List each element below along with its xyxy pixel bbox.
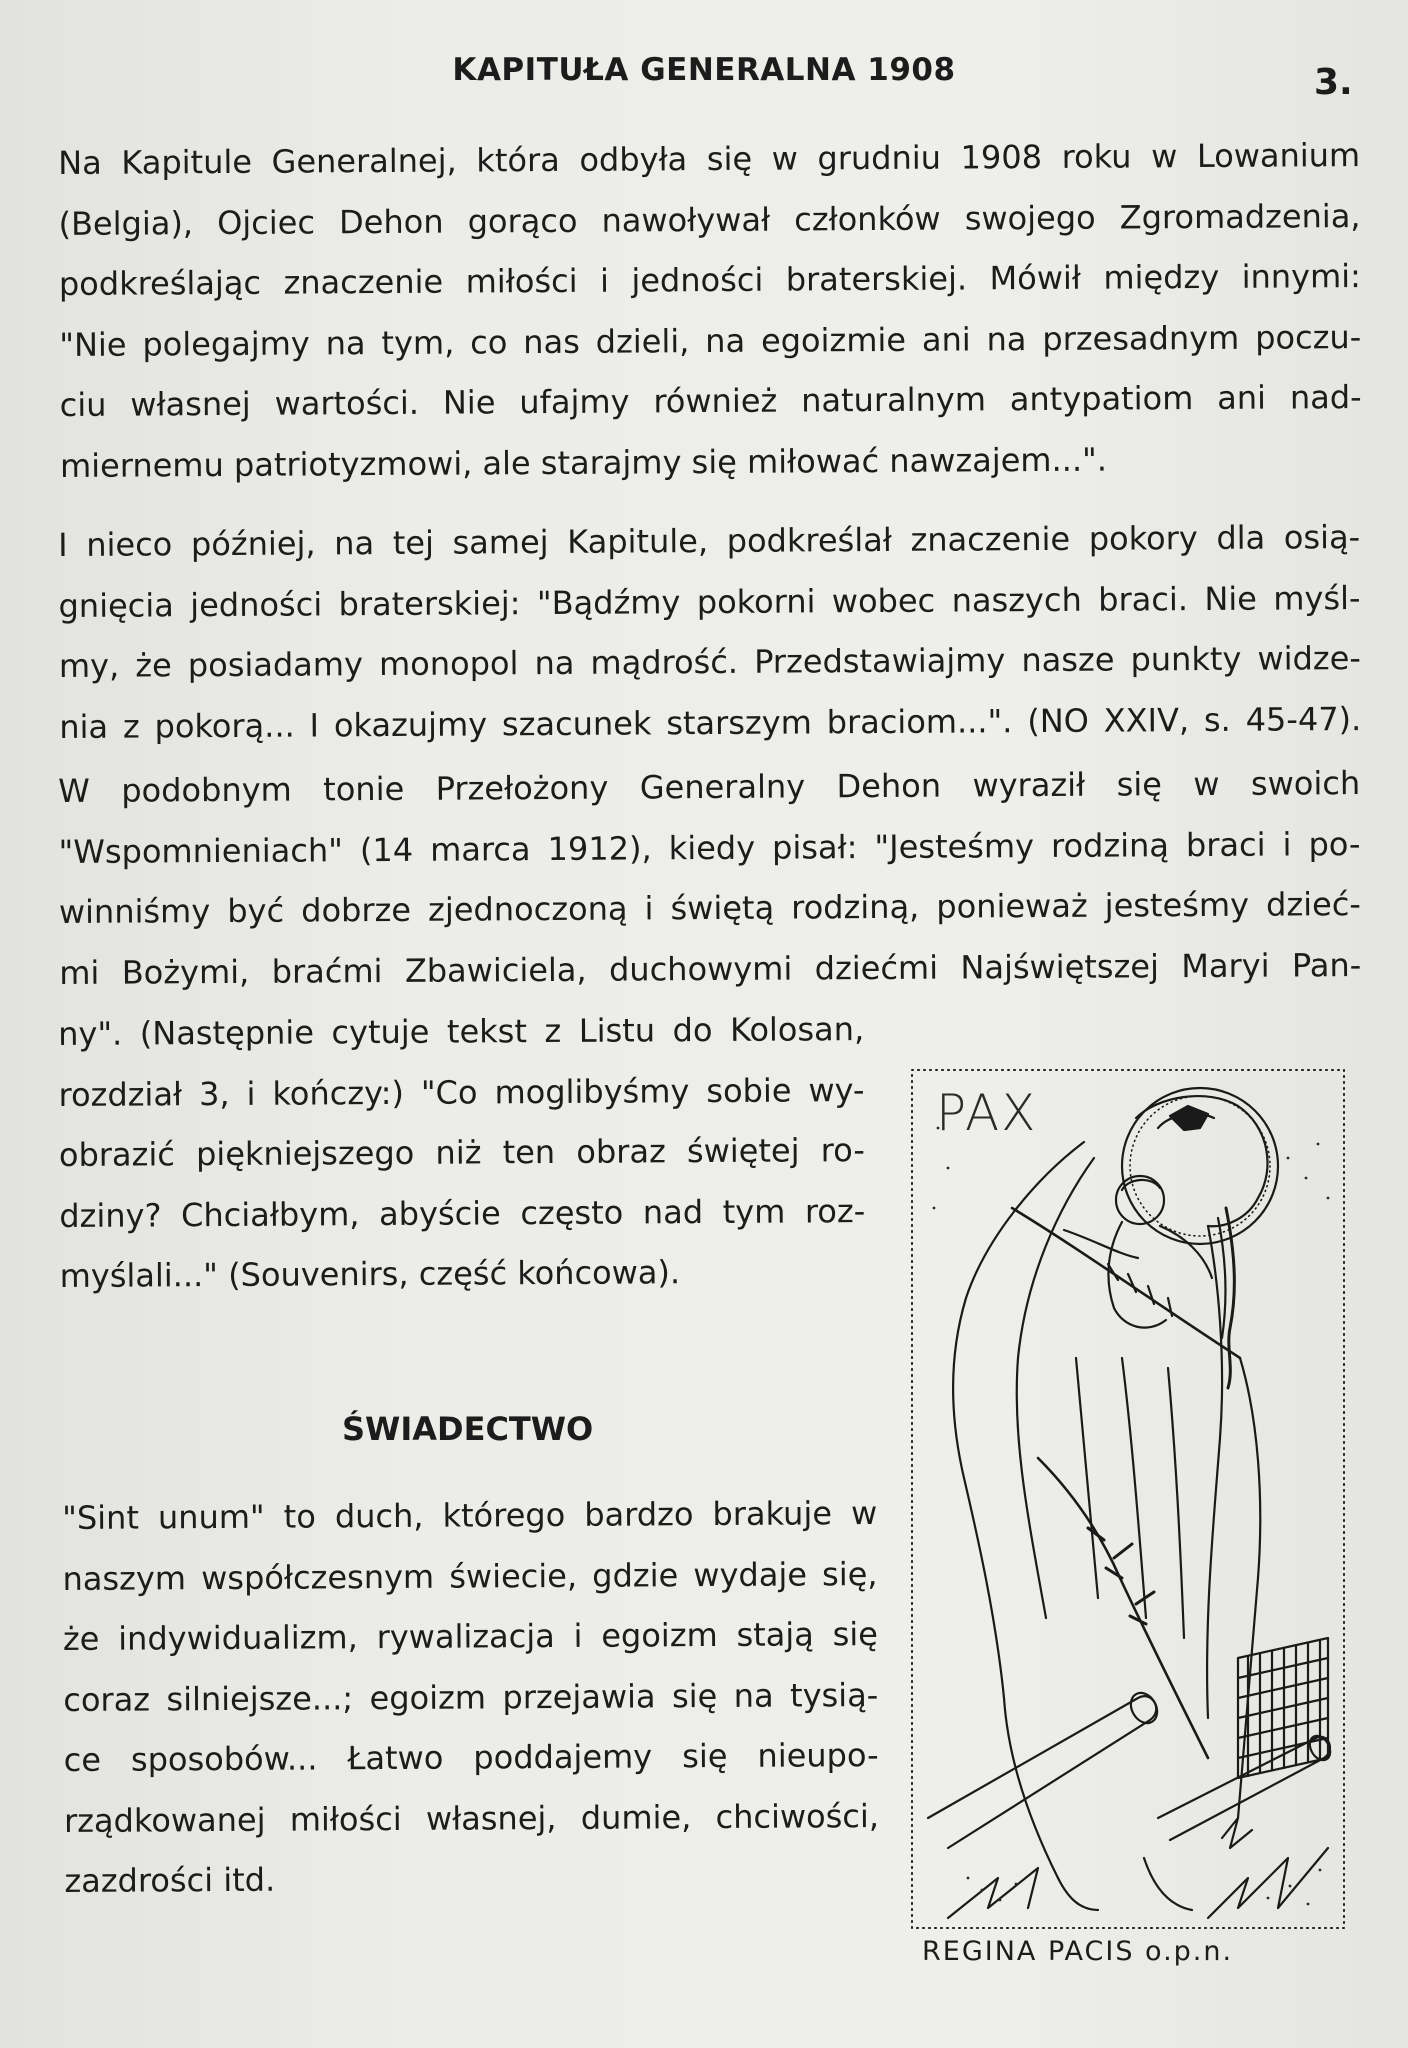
text-line: mi Bożymi, braćmi Zbawiciela, duchowymi dziećmi Najświętszej Maryi Pan-	[59, 945, 1362, 992]
madonna-illustration	[908, 1058, 1356, 1936]
text-line: Na Kapitule Generalnej, która odbyła się w grudniu 1908 roku w Lowanium	[58, 136, 1361, 182]
text-line: zazdrości itd.	[64, 1860, 276, 1900]
text-line: miernemu patriotyzmowi, ale starajmy się miłować nawzajem...".	[59, 440, 1108, 485]
paragraph-pokora	[58, 507, 1361, 757]
paragraph-wspomnienia	[58, 753, 1361, 1003]
text-line: gnięcia jedności braterskiej: "Bądźmy pokorni wobec naszych braci. Nie myśl-	[58, 578, 1361, 625]
text-line: "Wspomnieniach" (14 marca 1912), kiedy pisał: "Jesteśmy rodziną braci i po-	[58, 824, 1361, 871]
text-line: rządkowanej miłości własnej, dumie, chciwości,	[63, 1796, 880, 1840]
text-line: myślali..." (Souvenirs, część końcowa).	[59, 1253, 681, 1295]
text-line: nia z pokorą... I okazujmy szacunek starszym braciom...". (NO XXIV, s. 45-47).	[59, 699, 1362, 746]
text-line: my, że posiadamy monopol na mądrość. Przedstawiajmy nasze punkty widze-	[58, 639, 1362, 685]
text-line: naszym współczesnym świecie, gdzie wydaje się,	[62, 1554, 878, 1598]
text-line: że indywidualizm, rywalizacja i egoizm stają się	[62, 1615, 879, 1658]
text-line: "Nie polegajmy na tym, co nas dzieli, na egoizmie ani na przesadnym poczu-	[59, 317, 1362, 364]
text-line: ny". (Następnie cytuje tekst z Listu do Kolosan,	[58, 1010, 865, 1053]
text-line: (Belgia), Ojciec Dehon gorąco nawoływał członków swojego Zgromadzenia,	[58, 196, 1361, 243]
text-line: coraz silniejsze...; egoizm przejawia się na tysią-	[63, 1675, 879, 1719]
text-line: winniśmy być dobrze zjednoczoną i świętą rodziną, ponieważ jesteśmy dzieć-	[58, 885, 1362, 931]
text-line: dziny? Chciałbym, abyście często nad tym roz-	[59, 1191, 866, 1235]
text-line: ciu własnej wartości. Nie ufajmy również naturalnym antypatiom ani nad-	[59, 378, 1362, 424]
text-line: "Sint unum" to duch, którego bardzo brakuje w	[62, 1494, 878, 1537]
text-line: rozdział 3, i kończy:) "Co moglibyśmy sobie wy-	[58, 1070, 865, 1114]
paragraph-kolosan	[58, 999, 866, 1306]
page-number: 3.	[1314, 62, 1353, 103]
pax-inscription: PAX	[936, 1084, 1038, 1142]
text-line: I nieco później, na tej samej Kapitule, podkreślał znaczenie pokory dla osią-	[58, 518, 1361, 564]
page-title: KAPITUŁA GENERALNA 1908	[452, 52, 956, 88]
paragraph-kapitula	[58, 125, 1362, 496]
section-heading: ŚWIADECTWO	[342, 1410, 594, 1448]
text-line: W podobnym tonie Przełożony Generalny Dehon wyraził się w swoich	[58, 764, 1361, 810]
illustration-caption: REGINA PACIS o.p.n.	[922, 1936, 1234, 1967]
text-line: podkreślając znaczenie miłości i jedności braterskiej. Mówił między innymi:	[58, 257, 1362, 303]
text-line: ce sposobów... Łatwo poddajemy się nieupo-	[63, 1736, 879, 1779]
paragraph-swiadectwo	[62, 1483, 880, 1911]
text-line: obrazić piękniejszego niż ten obraz świętej ro-	[58, 1131, 866, 1174]
